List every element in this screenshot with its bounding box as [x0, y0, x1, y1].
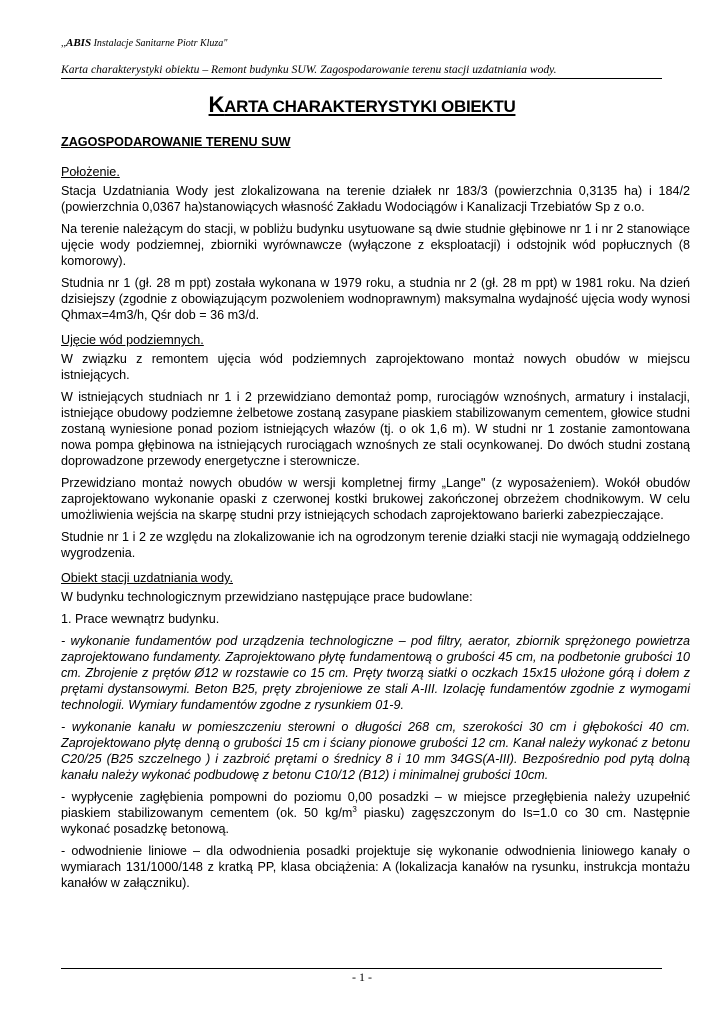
title-rest: ARTA CHARAKTERYSTYKI OBIEKTU: [224, 97, 516, 116]
location-paragraph-1: Stacja Uzdatniania Wody jest zlokalizowana na terenie działek nr 183/3 (powierzchnia 0,3135 ha) i 184/2 (powierzchnia 0,0367 ha)stanowiących własność Zakładu Wodociągów i Kanalizacji Trzebiatów Sp z o.o.: [61, 184, 690, 214]
pump-pit-text-b: piasku) zagęszczonym do Is=1.0 co 30 cm. Następnie wykonać posadzkę betonową.: [61, 806, 690, 836]
station-paragraph-1: W budynku technologicznym przewidziano następujące prace budowlane:: [61, 590, 473, 604]
header-company-bold: ABIS: [66, 37, 92, 49]
header-company-rest: Instalacje Sanitarne Piotr Kluza: [91, 38, 224, 49]
header-company: [61, 37, 228, 49]
station-paragraph-pump-pit: [61, 789, 690, 837]
intake-paragraph-2: W istniejących studniach nr 1 i 2 przewidziano demontaż pomp, rurociągów wznośnych, armatury i instalacji, istniejące obudowy podziemne żelbetowe zostaną zasypane piaskiem stabilizowanym cementem, głowice studni zostaną wyniesione ponad poziom istniejących włazów (tj. o ok 1,6 m). W studni nr 1 zostanie zamontowana nowa pompa głębinowa na istniejących rurociągach wznośnych ze stali ocynkowanej. Do dwóch studni zostaną doprowadzone przewody energetyczne i sterownicze.: [61, 390, 690, 468]
pump-pit-text-a: - wypłycenie zagłębienia pompowni do poziomu 0,00 posadzki – w miejsce przegłębienia należy uzupełnić piaskiem stabilizowanym cementem (ok. 50 kg/m: [61, 790, 690, 820]
page-number: - 1 -: [352, 970, 372, 984]
intake-paragraph-4: Studnie nr 1 i 2 ze względu na zlokalizowanie ich na ogrodzonym terenie działki stacji nie wymagają oddzielnego wygrodzenia.: [61, 530, 690, 560]
station-paragraph-channel: - wykonanie kanału w pomieszczeniu sterowni o długości 268 cm, szerokości 30 cm i głębokości 40 cm. Zaprojektowano płytę denną o grubości 15 cm i ściany pionowe grubości 12 cm. Kanał należy wykonać z betonu C20/25 (B25 szczelnego ) i zazbroić prętami o średnicy 8 i 10 mm 34GS(A-III). Bezpośrednio pod pytą dolną kanału należy wykonać podbudowę z betonu C10/12 (B12) i minimalnej grubości 10cm.: [61, 720, 690, 782]
footer-divider: [61, 968, 662, 969]
header-description: Karta charakterystyki obiektu – Remont budynku SUW. Zagospodarowanie terenu stacji uzdatniania wody.: [61, 63, 557, 76]
intake-heading: Ujęcie wód podziemnych.: [61, 333, 204, 347]
page-title: [0, 92, 724, 118]
header-close-quote: ": [223, 38, 228, 49]
intake-paragraph-1: W związku z remontem ujęcia wód podziemnych zaprojektowano montaż nowych obudów w miejscu istniejących.: [61, 352, 690, 382]
station-paragraph-drainage: - odwodnienie liniowe – dla odwodnienia posadki projektuje się wykonanie odwodnienia liniowego kanały o wymiarach 131/1000/148 z kratką PP, klasa obciążenia: A (lokalizacja kanałów na rysunku, instrukcja montażu kanałów w załączniku).: [61, 844, 690, 890]
document-body: [61, 134, 690, 897]
section-title: ZAGOSPODAROWANIE TERENU SUW: [61, 135, 291, 149]
station-paragraph-2: 1. Prace wewnątrz budynku.: [61, 612, 220, 626]
location-heading: Położenie.: [61, 165, 120, 179]
header-divider: [61, 78, 662, 79]
location-paragraph-3: Studnia nr 1 (gł. 28 m ppt) została wykonana w 1979 roku, a studnia nr 2 (gł. 28 m ppt) w 1981 roku. Na dzień dzisiejszy (zgodnie z obowiązującym pozwoleniem wodnoprawnym) maksymalna wydajność ujęcia wody wynosi Qhmax=4m3/h, Qśr dob = 36 m3/d.: [61, 276, 690, 322]
header-open-quote: ,,: [61, 38, 66, 49]
station-paragraph-foundations: - wykonanie fundamentów pod urządzenia technologiczne – pod filtry, aerator, zbiornik sprężonego powietrza zaprojektowano fundamenty. Zaprojektowano płytę fundamentową o grubości 45 cm, na podbetonie grubości 10 cm. Zbrojenie z prętów Ø12 w rozstawie co 15 cm. Pręty tworzą siatki o oczkach 15x15 ułożone górą i dołem z prętami dystansowymi. Beton B25, pręty zbrojeniowe ze stali A-III. Izolację fundamentów zgodnie z wymogami technologii. Wymiary fundamentów zgodne z rysunkiem 01-9.: [61, 634, 690, 712]
pump-pit-superscript: 3: [352, 804, 357, 814]
title-first-letter: K: [208, 92, 225, 117]
location-paragraph-2: Na terenie należącym do stacji, w pobliżu budynku usytuowane są dwie studnie głębinowe nr 1 i nr 2 stanowiące ujęcie wody podziemnej, zbiorniki wyrównawcze (wyłączone z eksploatacji) i odstojnik wód popłucznych (8 komorowy).: [61, 222, 690, 268]
intake-paragraph-3: Przewidziano montaż nowych obudów w wersji kompletnej firmy „Lange" (z wyposażeniem). Wokół obudów zaprojektowano wykonanie opaski z czerwonej kostki brukowej zakończonej obrzeżem chodnikowym. W celu umożliwienia wejścia na skarpę studni przy istniejących schodach zaprojektowano barierki zabezpieczające.: [61, 476, 690, 522]
station-heading: Obiekt stacji uzdatniania wody.: [61, 571, 233, 585]
